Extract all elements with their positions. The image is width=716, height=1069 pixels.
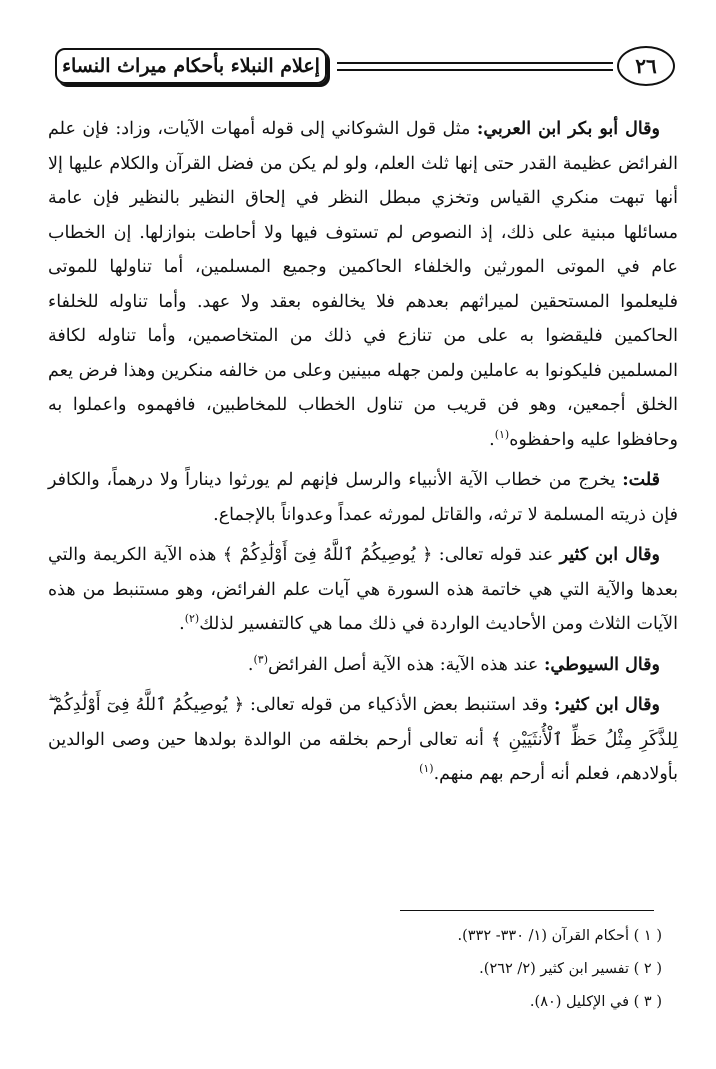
paragraph-text: عند قوله تعالى: ﴿ يُوصِيكُمُ ٱللَّهُ فِىٓ أَوْلَٰدِكُمْ ﴾ هذه الآية الكريمة والتي بعدها والآية التي هي خاتمة هذه السورة هي آيات علم الفرائض، وهو مستنبط من هذه الآيات الثلاث ومن الأحاديث الواردة في ذلك مما هي كالتفسير لذلك: [48, 545, 678, 634]
page-number: ٢٦: [617, 46, 675, 86]
paragraph-qultu: [48, 463, 678, 532]
header-rule-top: [337, 62, 613, 64]
footnote-item: ( ٢ ) تفسير ابن كثير (٢/ ٢٦٢).: [479, 961, 662, 977]
running-title: إعلام النبلاء بأحكام ميراث النساء: [55, 48, 327, 84]
footnote-ref: (٢): [184, 612, 200, 626]
paragraph-lead: وقال ابن كثير: [559, 545, 660, 565]
paragraph-end: .: [247, 654, 254, 675]
paragraph-end: .: [179, 614, 185, 634]
footnote-divider: [400, 910, 654, 911]
footnote-item: ( ١ ) أحكام القرآن (١/ ٣٣٠- ٣٣٢).: [457, 928, 662, 944]
paragraph-ibn-kathir-2: [48, 688, 678, 792]
paragraph-suyuti: [48, 648, 678, 683]
footnote-ref: (١): [494, 427, 510, 441]
paragraph-text: عند هذه الآية: هذه الآية أصل الفرائض: [267, 654, 544, 675]
paragraph-ibn-kathir-1: [48, 538, 678, 642]
footnote-ref: (١): [419, 762, 434, 776]
footnote-ref: (٣): [253, 652, 268, 666]
paragraph-lead: وقال أبو بكر ابن العربي:: [476, 119, 660, 139]
paragraph-text: وقد استنبط بعض الأذكياء من قوله تعالى: ﴿ يُوصِيكُمُ ٱللَّهُ فِىٓ أَوْلَٰدِكُمْ ۖ لِلذَّكَرِ مِثْلُ حَظِّ ٱلْأُنثَيَيْنِ ﴾ أنه تعالى أرحم بخلقه من الوالدة بولدها حين وصى الوالدين بأولادهم، فعلم أنه أرحم بهم منهم.: [48, 695, 678, 784]
footnotes: [300, 920, 662, 1019]
header-rule-bottom: [337, 69, 613, 71]
page-header: [55, 42, 677, 98]
main-text: [48, 112, 678, 792]
paragraph-ibn-al-arabi: [48, 112, 678, 457]
paragraph-lead: وقال السيوطي:: [543, 654, 660, 675]
paragraph-lead: وقال ابن كثير:: [553, 695, 660, 715]
paragraph-text: مثل قول الشوكاني إلى قوله أمهات الآيات، وزاد: فإن علم الفرائض عظيمة القدر حتى إنها ثلث العلم، ولو لم يكن من فضل القرآن والكلام عليها إلا أنها تبهت منكري القياس وتخزي مبطل النظر في إلحاق النظير بالنظير فإن عامة مسائلها مبنية على ذلك، إذ النصوص لم تستوف فيها ولا أحاطت بنوازلها. إن الخطاب عام في الموتى المورثين والخلفاء الحاكمين وجميع المسلمين، أما تناولها للموتى فليعلموا المستحقين لميراثهم بعدهم فلا يخالفوه بعقد ولا عهد. وأما تناوله للخلفاء الحاكمين فليقضوا به على من تنازع في ذلك من المتخاصمين، وأما تناوله لكافة المسلمين فليكونوا به عاملين ولمن جهله مبينين وعلى من خالفه منكرين وهذا فرض يعم الخلق أجمعين، وهو فن قريب من تناول الخطاب للمخاطبين، فافهموه واعملوا به وحافظوا عليه واحفظوه: [48, 119, 678, 450]
paragraph-end: .: [489, 429, 495, 450]
paragraph-text: يخرج من خطاب الآية الأنبياء والرسل فإنهم لم يورثوا ديناراً ولا درهماً، والكافر فإن ذريته المسلمة لا ترثه، والقاتل لمورثه عمداً وعدواناً بالإجماع.: [48, 470, 678, 525]
footnote-item: ( ٣ ) في الإكليل (٨٠).: [529, 994, 662, 1010]
paragraph-lead: قلت:: [622, 470, 660, 490]
